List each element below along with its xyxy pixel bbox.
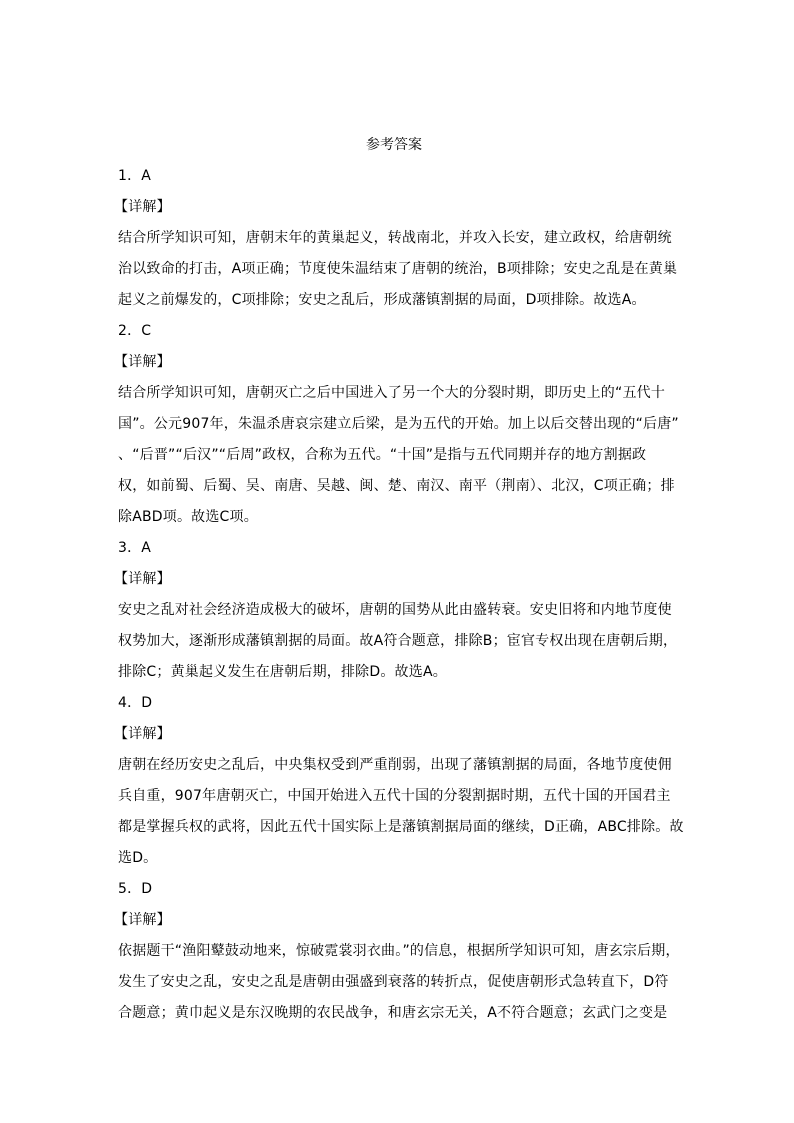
explanation-line: 治以致命的打击，A项正确；节度使朱温结束了唐朝的统治，B项排除；安史之乱是在黄巢 — [118, 261, 678, 277]
explanation-line: 国”。公元907年，朱温杀唐哀宗建立后梁，是为五代的开始。加上以后交替出现的“后唐” — [118, 416, 679, 432]
document-page — [114, 130, 684, 1029]
explanation-line: 选D。 — [118, 850, 158, 866]
answer-item — [114, 533, 678, 688]
explanation-line: 权势加大，逐渐形成藩镇割据的局面。故A符合题意，排除B；宦官专权出现在唐朝后期， — [118, 633, 678, 649]
answer-item — [114, 161, 678, 316]
explanation-line: 发生了安史之乱，安史之乱是唐朝由强盛到衰落的转折点，促使唐朝形式急转直下，D符 — [118, 974, 669, 990]
explanation-line: 都是掌握兵权的武将，因此五代十国实际上是藩镇割据局面的继续，D正确，ABC排除。故 — [118, 819, 684, 835]
answer-item — [114, 316, 679, 533]
answer-key: 5．D — [118, 881, 153, 897]
explanation-line: 起义之前爆发的，C项排除；安史之乱后，形成藩镇割据的局面，D项排除。故选A。 — [118, 292, 646, 308]
answer-key: 4．D — [118, 695, 153, 711]
answer-key: 2．C — [118, 323, 152, 339]
explanation-line: 结合所学知识可知，唐朝灭亡之后中国进入了另一个大的分裂时期，即历史上的“五代十 — [118, 385, 666, 401]
answer-list — [114, 161, 684, 1029]
explanation-line: 安史之乱对社会经济造成极大的破坏，唐朝的国势从此由盛转衰。安史旧将和内地节度使 — [118, 602, 672, 618]
explanation-label: 【详解】 — [114, 354, 171, 370]
explanation-label: 【详解】 — [114, 912, 171, 928]
page-title: 参考答案 — [366, 137, 422, 153]
explanation-label: 【详解】 — [114, 199, 171, 215]
explanation-line: 兵自重，907年唐朝灭亡，中国开始进入五代十国的分裂割据时期，五代十国的开国君主 — [118, 788, 671, 804]
explanation-line: 权，如前蜀、后蜀、吴、南唐、吴越、闽、楚、南汉、南平（荆南）、北汉，C项正确；排 — [118, 478, 675, 494]
explanation-label: 【详解】 — [114, 726, 171, 742]
answer-item — [114, 874, 680, 1029]
explanation-line: 、“后晋”“后汉”“后周”政权，合称为五代。“十国”是指与五代同期并存的地方割据政 — [118, 447, 647, 463]
answer-item — [114, 688, 684, 874]
answer-key: 1．A — [118, 168, 152, 184]
explanation-line: 排除C；黄巢起义发生在唐朝后期，排除D。故选A。 — [118, 664, 447, 680]
explanation-line: 除ABD项。故选C项。 — [118, 509, 258, 525]
explanation-line: 唐朝在经历安史之乱后，中央集权受到严重削弱，出现了藩镇割据的局面，各地节度使佣 — [118, 757, 672, 773]
explanation-line: 依据题干“渔阳鼙鼓动地来，惊破霓裳羽衣曲。”的信息，根据所学知识可知，唐玄宗后期， — [118, 943, 680, 959]
explanation-line: 合题意；黄巾起义是东汉晚期的农民战争，和唐玄宗无关，A不符合题意；玄武门之变是 — [118, 1005, 668, 1021]
explanation-label: 【详解】 — [114, 571, 171, 587]
answer-key: 3．A — [118, 540, 152, 556]
explanation-line: 结合所学知识可知，唐朝末年的黄巢起义，转战南北，并攻入长安，建立政权，给唐朝统 — [118, 230, 672, 246]
